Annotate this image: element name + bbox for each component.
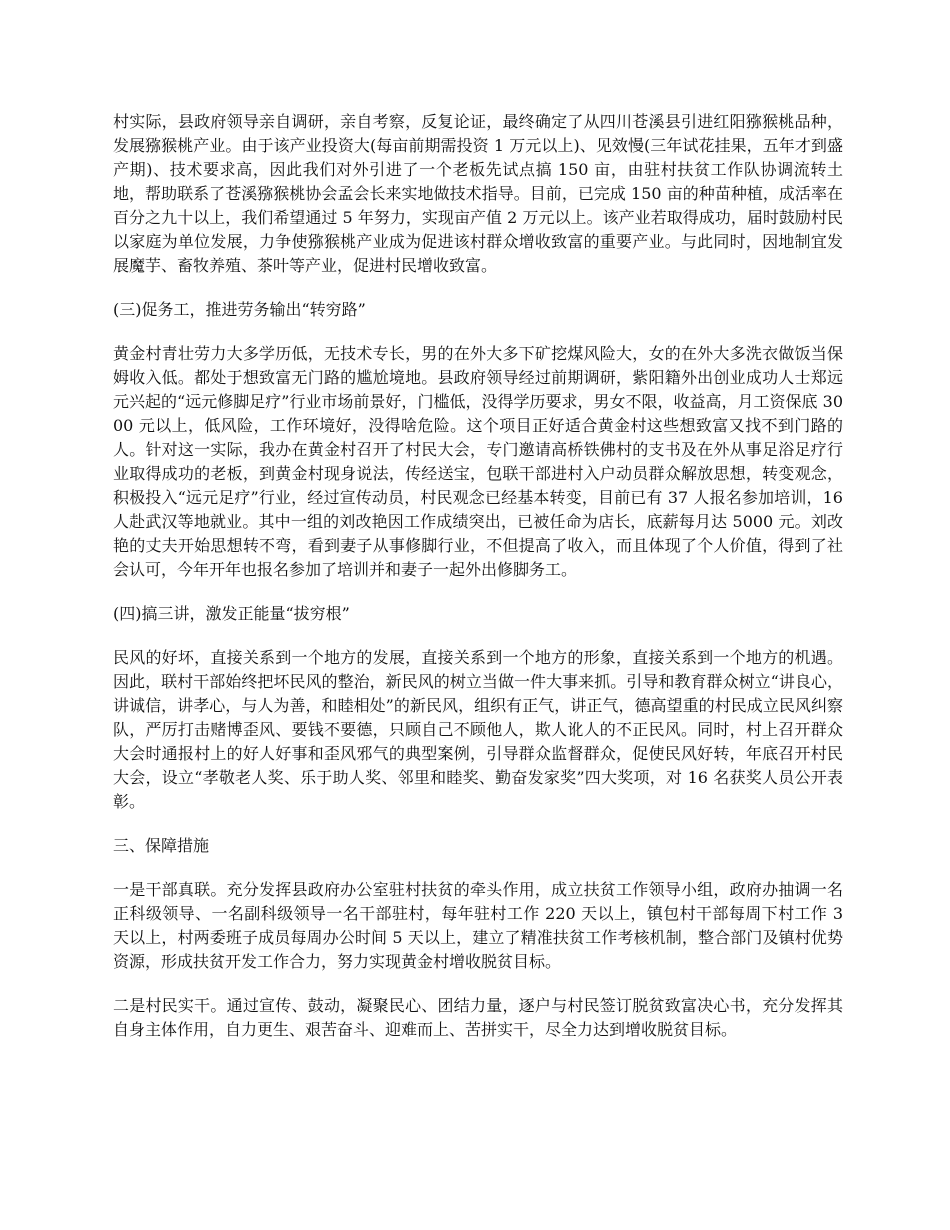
paragraph-cadre-support: 一是干部真联。充分发挥县政府办公室驻村扶贫的牵头作用，成立扶贫工作领导小组，政府办抽调一名正科级领导、一名副科级领导一名干部驻村，每年驻村工作 220 天以上，镇包村干部每周下村工作 3 天以上，村两委班子成员每周办公时间 5 天以上，建立了精准扶贫工作考核机制，整合部门及镇村优势资源，形成扶贫开发工作合力，努力实现黄金村增收脱贫目标。 (113, 880, 843, 971)
section-heading-civic-ethics: (四)搞三讲，激发正能量“拔穷根” (113, 604, 350, 623)
paragraph-villager-effort: 二是村民实干。通过宣传、鼓动，凝聚民心、团结力量，逐户与村民签订脱贫致富决心书，充分发挥其自身主体作用，自力更生、艰苦奋斗、迎难而上、苦拼实干，尽全力达到增收脱贫目标。 (113, 996, 843, 1039)
paragraph-kiwi-industry: 村实际，县政府领导亲自调研，亲自考察，反复论证，最终确定了从四川苍溪县引进红阳猕猴桃品种，发展猕猴桃产业。由于该产业投资大(每亩前期需投资 1 万元以上)、见效慢(三年试花挂果，五年才到盛产期)、技术要求高，因此我们对外引进了一个老板先试点搞 150 亩，由驻村扶贫工作队协调流转土地，帮助联系了苍溪猕猴桃协会孟会长来实地做技术指导。目前，已完成 150 亩的种苗种植，成活率在百分之九十以上，我们希望通过 5 年努力，实现亩产值 2 万元以上。该产业若取得成功，届时鼓励村民以家庭为单位发展，力争使猕猴桃产业成为促进该村群众增收致富的重要产业。与此同时，因地制宜发展魔芋、畜牧养殖、茶叶等产业，促进村民增收致富。 (113, 112, 843, 275)
paragraph-civic-ethics: 民风的好坏，直接关系到一个地方的发展，直接关系到一个地方的形象，直接关系到一个地方的机遇。因此，联村干部始终把坏民风的整治，新民风的树立当做一件大事来抓。引导和教育群众树立“讲良心，讲诚信，讲孝心，与人为善，和睦相处”的新民风，组织有正气，讲正气，德高望重的村民成立民风纠察队，严厉打击赌博歪风、要钱不要德，只顾自己不顾他人，欺人讹人的不正民风。同时，村上召开群众大会时通报村上的好人好事和歪风邪气的典型案例，引导群众监督群众，促使民风好转，年底召开村民大会，设立“孝敬老人奖、乐于助人奖、邻里和睦奖、勤奋发家奖”四大奖项，对 16 名获奖人员公开表彰。 (113, 648, 843, 811)
paragraph-labor-export: 黄金村青壮劳力大多学历低，无技术专长，男的在外大多下矿挖煤风险大，女的在外大多洗衣做饭当保姆收入低。都处于想致富无门路的尴尬境地。县政府领导经过前期调研，紫阳籍外出创业成功人士郑远元兴起的“远元修脚足疗”行业市场前景好，门槛低，没得学历要求，男女不限，收益高，月工资保底 3000 元以上，低风险，工作环境好，没得啥危险。这个项目正好适合黄金村这些想致富又找不到门路的人。针对这一实际，我办在黄金村召开了村民大会，专门邀请高桥铁佛村的支书及在外从事足浴足疗行业取得成功的老板，到黄金村现身说法，传经送宝，包联干部进村入户动员群众解放思想，转变观念，积极投入“远元足疗”行业，经过宣传动员，村民观念已经基本转变，目前已有 37 人报名参加培训，16 人赴武汉等地就业。其中一组的刘改艳因工作成绩突出，已被任命为店长，底薪每月达 5000 元。刘改艳的丈夫开始思想转不弯，看到妻子从事修脚行业，不但提高了收入，而且体现了个人价值，得到了社会认可，今年开年也报名参加了培训并和妻子一起外出修脚务工。 (113, 344, 843, 579)
document-body (113, 110, 843, 1062)
section-heading-safeguards: 三、保障措施 (113, 836, 210, 855)
section-heading-labor-export: (三)促务工，推进劳务输出“转穷路” (113, 300, 366, 319)
